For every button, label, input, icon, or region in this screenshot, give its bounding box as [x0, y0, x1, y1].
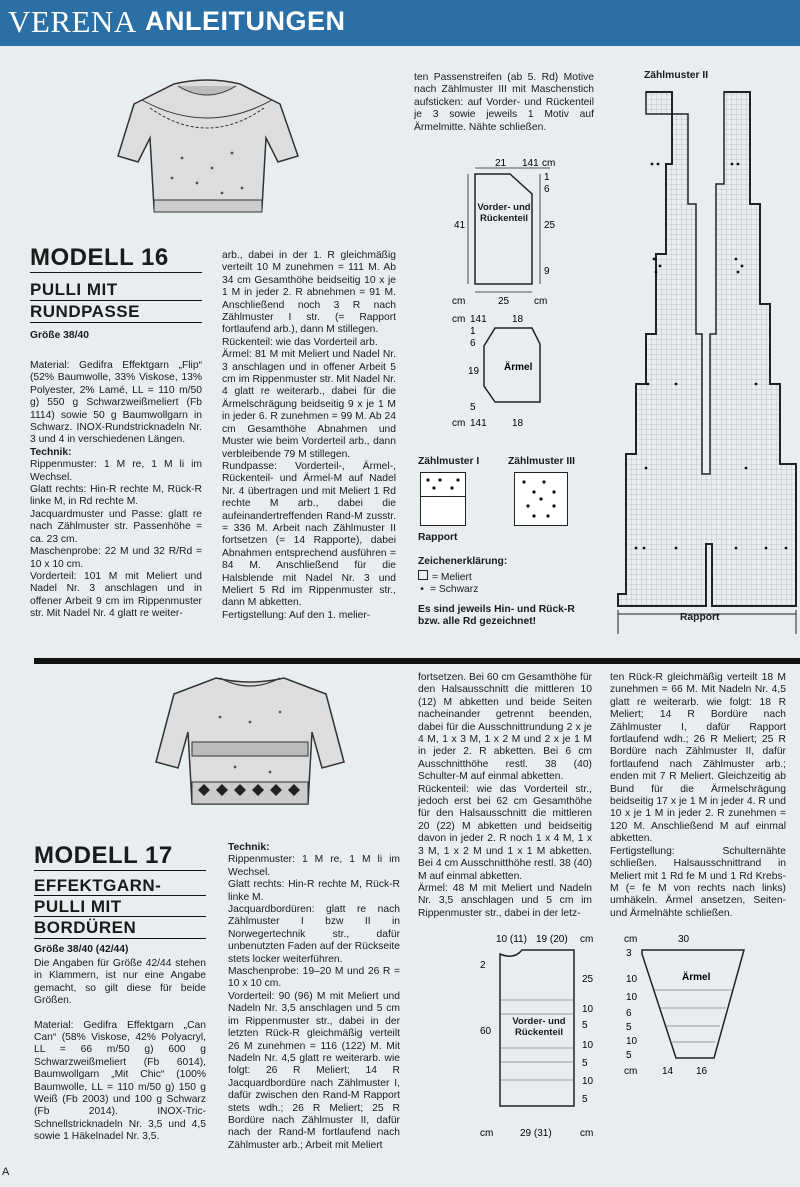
chart-3-label: Zählmuster III [508, 456, 575, 467]
modell-17-col2 [228, 842, 400, 1152]
paragraph: Vorderteil: 90 (96) M mit Meliert und Nadeln Nr. 3,5 anschlagen und 5 cm im Rippenmuster str., dabei in der letzten Rück-R gleichmäßig verteilt 26 M zunehmen = 116 (122) M. Mit Nadeln Nr. 4,5 glatt re weiterarb. wie folgt: 26 R Meliert; 14 R Jacquardbordüre nach Zählmuster I, dafür zwischen den Rand-M Rapport stets wdh.; 26 R Meliert; 25 R Bordüre nach Zählmuster II, dafür nach der Rand-M fortlaufend nach Zählmuster arb.; Arbeit mit Meliert [228, 990, 400, 1151]
paragraph: Glatt rechts: Hin-R rechte M, Rück-R linke M, in Rd rechte M. [30, 484, 202, 508]
modell-17-title: MODELL 17 [34, 842, 173, 869]
modell-17-size: Größe 38/40 (42/44) [34, 944, 129, 955]
paragraph: Jacquardbordüren: glatt re nach Zählmuster I bzw II in Norwegertechnik str., dafür unbenutzten Faden auf der Rückseite stets locker weiterführen. [228, 904, 400, 965]
dim-label: 60 [480, 1026, 492, 1037]
dim-label: cm [452, 418, 466, 429]
modell-17-col3 [418, 672, 592, 920]
dim-label: 16 [696, 1066, 708, 1077]
paragraph: Rippenmuster: 1 M re, 1 M li im Wechsel. [30, 459, 202, 483]
dim-label: cm [480, 1128, 494, 1139]
legend [418, 570, 598, 597]
schematic-label: Vorder- und Rückenteil [512, 1016, 566, 1038]
paragraph: fortsetzen. Bei 60 cm Gesamthöhe für den Halsausschnitt die mittleren 10 (12) M abketten und beide Seiten nacheinander getrennt beenden, dabei für die Ausschnittrundung 2 x je 4 M, 1 x 3 M, 1 x 2 M und 2 x je 1 M in jeder 2. R abketten. Bei 6 cm Ausschnitthöhe restl. 38 (40) Schulter-M auf einmal abketten. [418, 672, 592, 783]
dim-label: 14 [662, 1066, 674, 1077]
dim-label: 21 [495, 158, 507, 169]
dim-label: 3 [626, 948, 632, 959]
paragraph: Glatt rechts: Hin-R rechte M, Rück-R linke M. [228, 879, 400, 903]
modell-16-title: MODELL 16 [30, 244, 169, 271]
paragraph: ten Passenstreifen (ab 5. Rd) Motive nach Zählmuster III mit Maschenstich aufsticken: auf Vorder- und Rückenteil je 3 sowie jeweils 1 Motiv auf Ärmelmitte. Nähte schließen. [414, 72, 594, 133]
modell-16-subtitle-1: PULLI MIT [30, 280, 118, 299]
title-rule [34, 870, 206, 871]
dim-label: 10 [582, 1004, 594, 1015]
chart-1-grid [420, 472, 466, 526]
chart-1-label: Zählmuster I [418, 456, 480, 467]
dim-label: 18 [512, 418, 524, 429]
modell-16-col3 [414, 72, 594, 134]
paragraph: Fertigstellung: Auf den 1. melier- [222, 609, 371, 621]
dim-label: 2 [480, 960, 486, 971]
subtitle-rule [30, 300, 202, 301]
dim-label: 10 [582, 1040, 594, 1051]
schematic-front-back-16 [440, 158, 590, 308]
legend-item-meliert: = Meliert [418, 570, 598, 584]
modell-16-col2 [222, 250, 396, 622]
page-label: A [2, 1166, 10, 1178]
paragraph: ten Rück-R gleichmäßig verteilt 18 M zunehmen = 66 M. Mit Nadeln Nr. 4,5 glatt re weiterarb. wie folgt: 18 R Meliert; 14 R Bordüre nach Zählmuster I, dafür Rapport fortlaufend wdh.; 26 R Meliert; 25 R Bordüre nach Zählmuster II, dafür fortlaufend nach Zählmuster arb.; enden mit 7 R Meliert. Gleichzeitig ab Bund für die Ärmelschrägung beidseitig 17 x je 1 M in jeder 4. R und 10 x je 1 M in jeder 2. R zunehmen = 120 M. Anschließend M auf einmal abketten. [610, 672, 786, 845]
modell-17-col1 [34, 958, 206, 1144]
dim-label: 6 [626, 1008, 632, 1019]
dim-label: 9 [544, 266, 550, 277]
dim-label: 18 [512, 314, 524, 325]
subtitle-rule [34, 895, 206, 896]
rapport-big-label: Rapport [680, 612, 720, 623]
dim-label: 5 [626, 1050, 632, 1061]
paragraph: Jacquardmuster und Passe: glatt re nach Zählmuster str. Passenhöhe = ca. 23 cm. [30, 508, 202, 545]
dim-label: cm [624, 1066, 638, 1077]
modell-17-subtitle-1: EFFEKTGARN- [34, 876, 162, 895]
rapport-small-label: Rapport [418, 532, 458, 543]
dim-label: cm [542, 158, 556, 169]
paragraph: Rückenteil: wie das Vorderteil str., jedoch erst bei 62 cm Gesamthöhe für den Halsausschnitt die mittleren 20 (22) M abketten und beidseitig davon in jeder 2. R noch 1 x 4 M, 1 x 3 M, 1 x 2 M und 1 x 1 M abketten. Bei 4 cm Ausschnitthöhe restl. 38 (40) M auf einmal abketten. [418, 783, 592, 882]
legend-item-schwarz: • = Schwarz [420, 584, 479, 596]
modell-17-col4 [610, 672, 786, 920]
dim-label: cm [534, 296, 548, 307]
modell-16-size: Größe 38/40 [30, 330, 89, 341]
paragraph: Ärmel: 81 M mit Meliert und Nadel Nr. 3 anschlagen und in offener Arbeit 5 cm im Rippenmuster str. Mit Nadel Nr. 4 glatt re weiterarb., dabei für die Ärmelschrägung beidseitig 9 x je 1 M in jeder 6. R zunehmen = 99 M. Ab 24 cm Gesamthöhe Abnahmen und Muster wie beim Vorderteil arb., dann verbleibende 79 M stillegen. [222, 349, 396, 460]
schematic-front-back-17 [470, 930, 610, 1144]
dim-label: cm [452, 314, 466, 325]
dim-label: 10 [626, 992, 638, 1003]
dim-label: 10 (11) [496, 934, 527, 945]
dim-label: 19 (20) [536, 934, 568, 945]
subtitle-rule [34, 916, 206, 917]
schematic-label: Vorder- und Rückenteil [477, 202, 531, 224]
legend-note: Es sind jeweils Hin- und Rück-R bzw. alle Rd gezeichnet! [418, 604, 575, 628]
dim-label: 5 [582, 1020, 588, 1031]
modell-16-subtitle-2: RUNDPASSE [30, 302, 140, 321]
dim-label: 5 [470, 402, 476, 413]
chart-2-label: Zählmuster II [644, 70, 709, 81]
paragraph: Vorderteil: 101 M mit Meliert und Nadel Nr. 3 anschlagen und in offener Arbeit 9 cm im Rippenmuster str. Mit Nadel Nr. 4 glatt re weiter- [30, 570, 202, 620]
dim-label: 25 [582, 974, 594, 985]
brand-logo: VERENA [8, 4, 137, 39]
paragraph: Material: Gedifra Effektgarn „Can Can“ (58% Viskose, 42% Polyacryl, LL = 66 m/50 g) 600 g Schwarzweißmeliert (Fb 6014), Baumwollgarn „Mit Chic“ (100% Baumwolle, LL = 110 m/50 g) 150 g Weiß (Fb 2003) und 100 g Schwarz (Fb 2014). INOX-Tric-Schnellstricknadeln Nr. 3,5 und 4,5 sowie 1 Häkelnadel Nr. 3,5. [34, 1019, 206, 1143]
paragraph: Fertigstellung: Schulternähte schließen. Halsausschnittrand in Meliert mit 1 Rd fe M und 1 Rd Krebs-M (= fe M von rechts nach links) umhäkeln. Ärmel ansetzen, Seiten- und Ärmelnähte schließen. [610, 845, 786, 919]
dim-label: 10 [582, 1076, 594, 1087]
modell-16-col1 [30, 360, 202, 621]
paragraph: Maschenprobe: 19–20 M und 26 R = 10 x 10 cm. [228, 966, 400, 990]
paragraph: Material: Gedifra Effektgarn „Flip“ (52% Baumwolle, 33% Viskose, 13% Polyester, 2% Lamé, LL = 110 m/50 g) 550 g Schwarzweißmeliert (Fb 1114) sowie 50 g Baumwollgarn in Schwarz. INOX-Rundstricknadeln Nr. 3 und 4 in verschiedenen Längen. [30, 360, 202, 446]
dim-label: 25 [498, 296, 510, 307]
dim-label: 6 [470, 338, 476, 349]
chart-2-grid [616, 84, 800, 636]
paragraph: Die Angaben für Größe 42/44 stehen in Klammern, ist nur eine Angabe gemacht, so gilt diese für beide Größen. [34, 958, 206, 1007]
paragraph: Ärmel: 48 M mit Meliert und Nadeln Nr. 3,5 anschlagen und 5 cm im Rippenmuster str., dabei in der letz- [418, 882, 592, 919]
schematic-label: Ärmel [682, 972, 711, 983]
dim-label: 141 [522, 158, 539, 169]
paragraph: Maschenprobe: 22 M und 32 R/Rd = 10 x 10 cm. [30, 546, 202, 570]
subtitle-rule [34, 938, 206, 939]
section-title: ANLEITUNGEN [145, 6, 346, 36]
dim-label: 25 [544, 220, 556, 231]
chart-3-grid [514, 472, 568, 526]
sweater-17-illustration [150, 672, 350, 822]
schematic-sleeve-17 [620, 930, 780, 1080]
dim-label: cm [624, 934, 638, 945]
schematic-sleeve-16 [440, 312, 590, 432]
dim-label: 141 [470, 418, 487, 429]
dim-label: 10 [626, 1036, 638, 1047]
paragraph: Technik: [30, 446, 72, 458]
dim-label: 141 [470, 314, 487, 325]
paragraph: Technik: [228, 842, 270, 853]
paragraph: Rippenmuster: 1 M re, 1 M li im Wechsel. [228, 854, 400, 878]
legend-title: Zeichenerklärung: [418, 556, 508, 567]
dim-label: 1 [544, 172, 550, 183]
section-separator [34, 658, 800, 664]
schematic-label: Ärmel [504, 362, 533, 373]
dim-label: 5 [626, 1022, 632, 1033]
modell-17-subtitle-2: PULLI MIT [34, 897, 122, 916]
modell-17-subtitle-3: BORDÜREN [34, 918, 137, 937]
dim-label: 1 [470, 326, 476, 337]
dim-label: cm [580, 1128, 594, 1139]
sweater-16-illustration [112, 78, 302, 228]
title-rule [30, 272, 202, 273]
paragraph: Rückenteil: wie das Vorderteil arb. [222, 336, 378, 348]
dim-label: cm [580, 934, 594, 945]
dim-label: 29 (31) [520, 1128, 552, 1139]
dim-label: 5 [582, 1058, 588, 1069]
paragraph: arb., dabei in der 1. R gleichmäßig verteilt 10 M zunehmen = 111 M. Ab 34 cm Gesamthöhe beidseitig 10 x je 1 M in jeder 2. R abnehmen = 91 M. Anschließend noch 3 R nach Zählmuster I str. (= Rapport fortlaufend arb.), dann M stillegen. [222, 250, 396, 336]
dim-label: 19 [468, 366, 480, 377]
dim-label: 41 [454, 220, 466, 231]
dim-label: 10 [626, 974, 638, 985]
dim-label: 6 [544, 184, 550, 195]
subtitle-rule [30, 322, 202, 323]
dim-label: 5 [582, 1094, 588, 1105]
page-header [0, 0, 800, 46]
paragraph: Rundpasse: Vorderteil-, Ärmel-, Rückenteil- und Ärmel-M auf Nadel Nr. 4 übertragen und mit Meliert 1 Rd rechte M arb., dabei die aufeinandertreffenden Rand-M zusstr. = 336 M. Arbeit nach Zählmuster II fortsetzen (= 14 Rapporte), dabei Abnahmen entsprechend ausführen = 84 M. Anschließend für die Halsblende mit Nadel Nr. 3 und Meliert 5 Rd im Rippenmuster str., dann M abketten. [222, 460, 396, 609]
dim-label: 30 [678, 934, 690, 945]
dim-label: cm [452, 296, 466, 307]
